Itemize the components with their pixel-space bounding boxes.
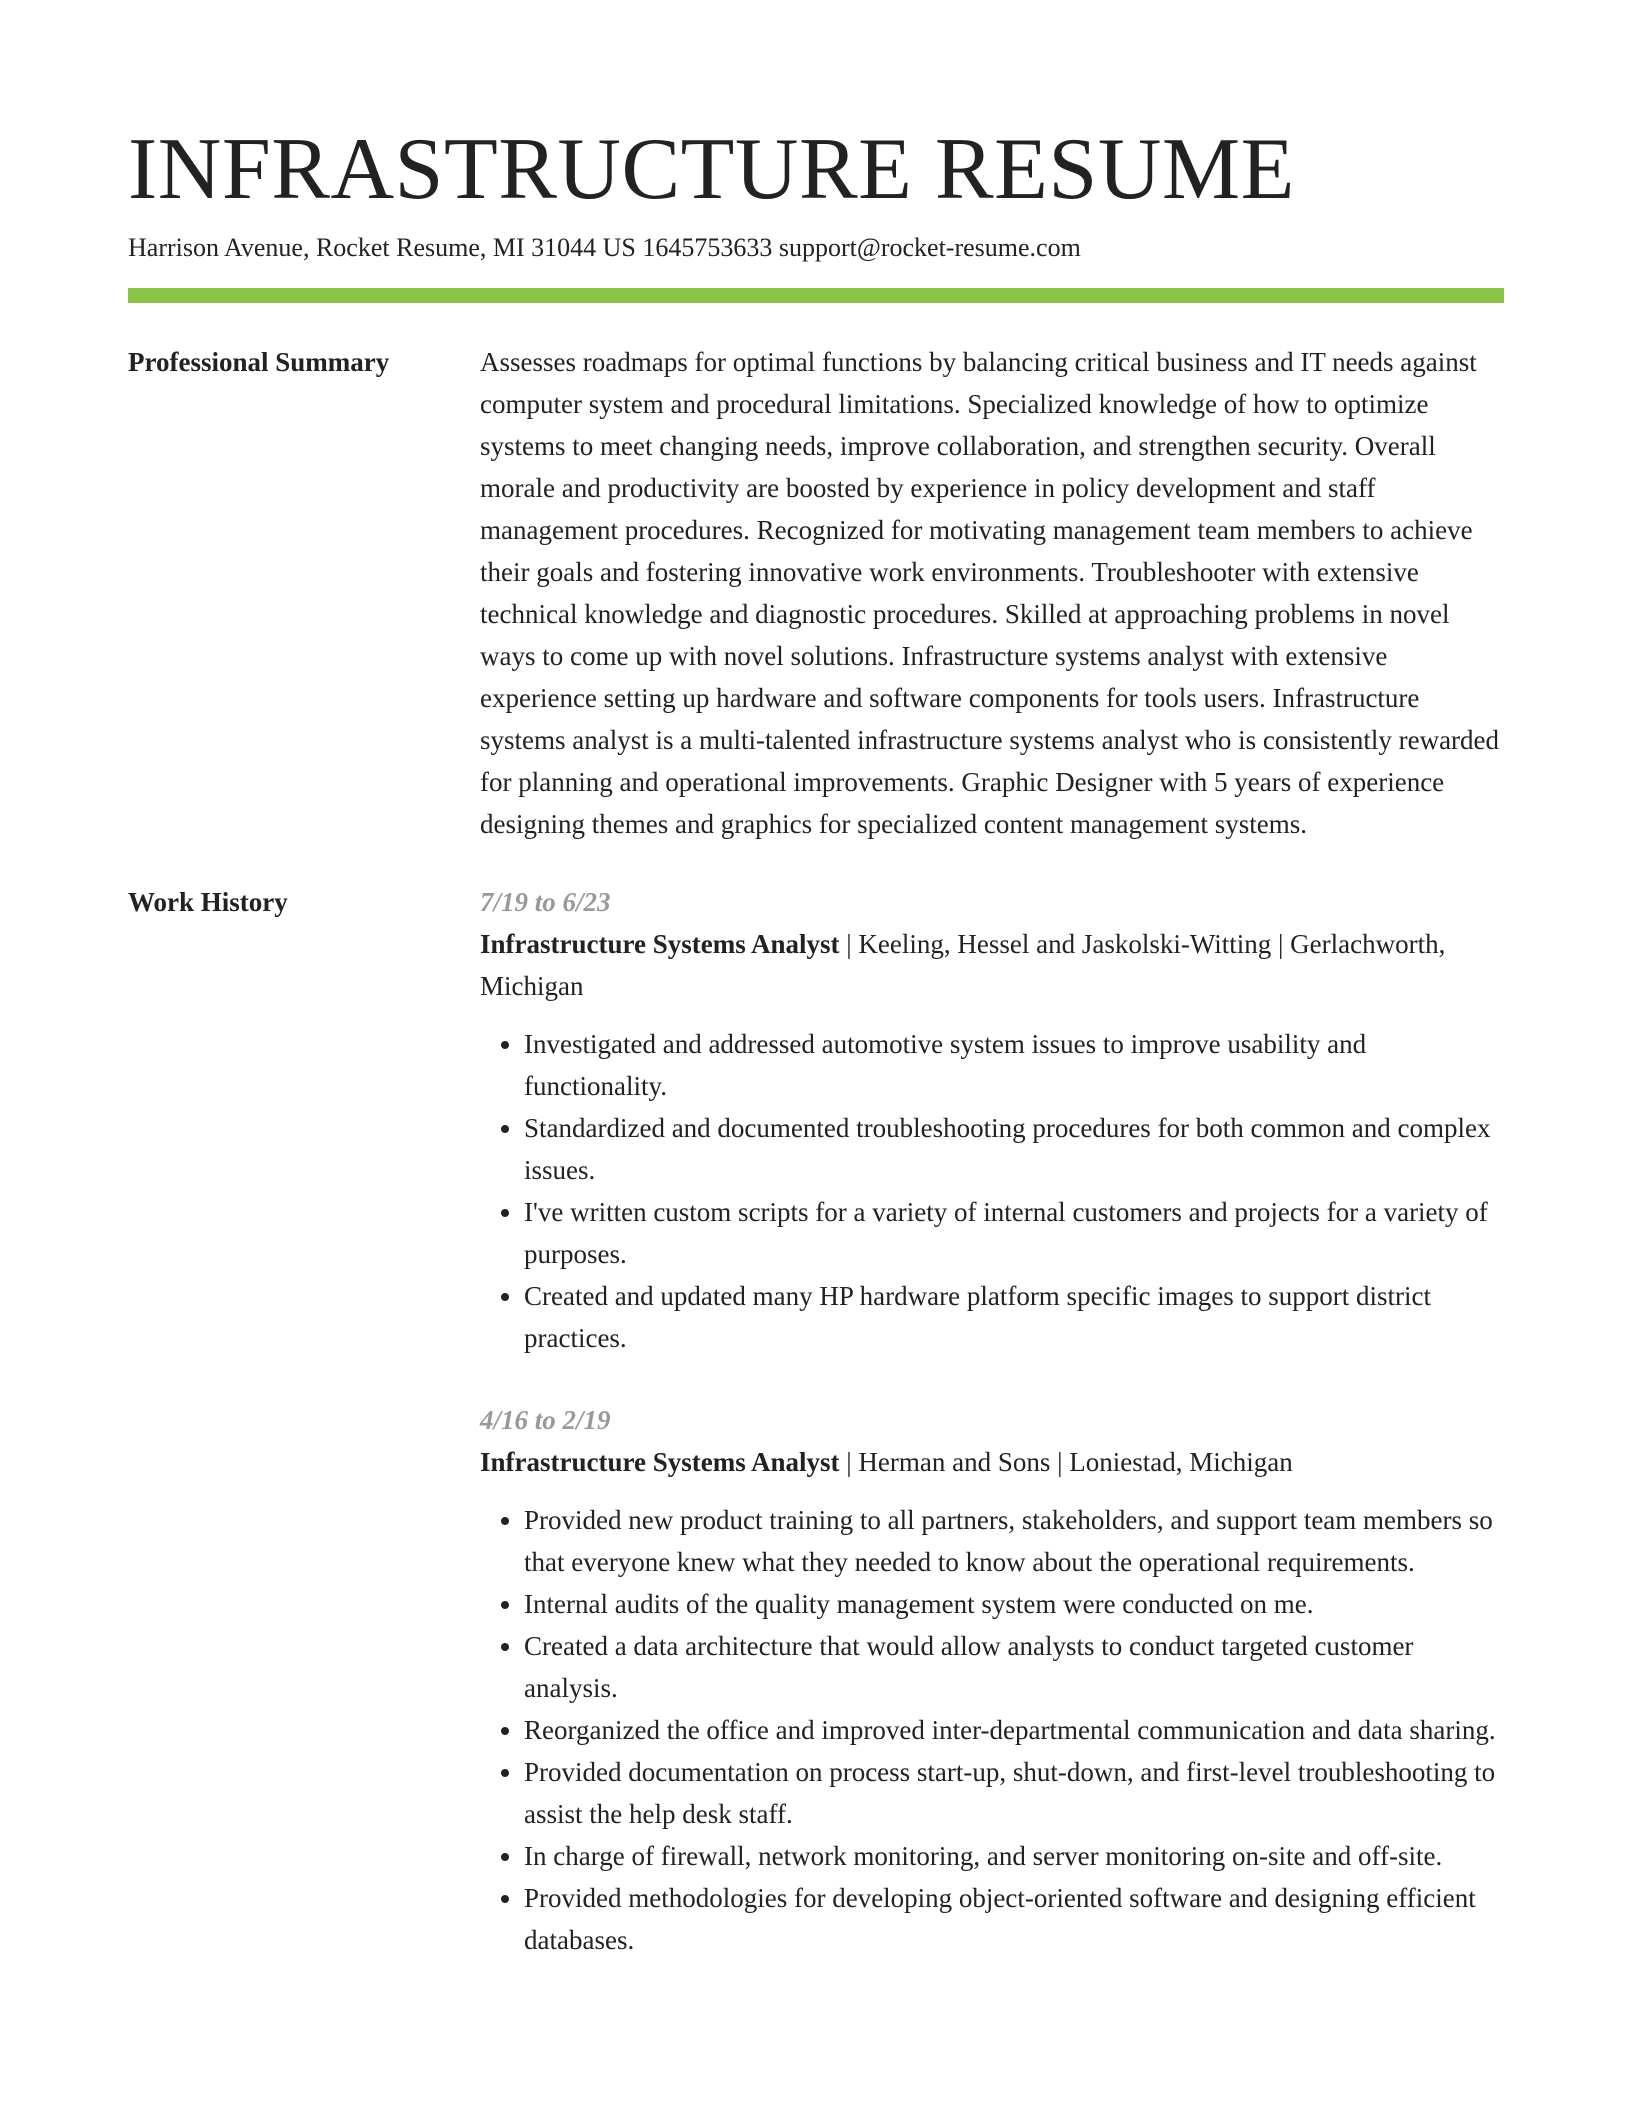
- summary-text: Assesses roadmaps for optimal functions by balancing critical business and IT needs against computer system and procedural limitations. Specialized knowledge of how to optimize systems to meet changing needs, improve collaboration, and strengthen security. Overall morale and productivity are boosted by experience in policy development and staff management procedures. Recognized for motivating management team members to achieve their goals and fostering innovative work environments. Troubleshooter with extensive technical knowledge and diagnostic procedures. Skilled at approaching problems in novel ways to come up with novel solutions. Infrastructure systems analyst with extensive experience setting up hardware and software components for tools users. Infrastructure systems analyst is a multi-talented infrastructure systems analyst who is consistently rewarded for planning and operational improvements. Graphic Designer with 5 years of experience designing themes and graphics for specialized content management systems.: [480, 347, 1500, 839]
- summary-section: [128, 341, 1504, 845]
- work-history-heading: Work History: [128, 887, 288, 917]
- work-history-section: [128, 881, 1504, 2001]
- work-history-body: [480, 881, 1504, 2001]
- job-employer-location: | Herman and Sons | Loniestad, Michigan: [839, 1447, 1293, 1477]
- job-bullet: • Provided documentation on process start-up, shut-down, and first-level troubleshooting to assist the help desk staff.: [524, 1751, 1504, 1835]
- job-bullet: • Standardized and documented troubleshooting procedures for both common and complex issues.: [524, 1107, 1504, 1191]
- summary-heading: Professional Summary: [128, 347, 390, 377]
- job-employer-location: | Keeling, Hessel and Jaskolski-Witting | Gerlachworth, Michigan: [480, 929, 1446, 1001]
- job-bullet: • In charge of firewall, network monitoring, and server monitoring on-site and off-site.: [524, 1835, 1504, 1877]
- accent-divider: [128, 288, 1504, 303]
- job-heading: [480, 1441, 1504, 1483]
- job-entry: [480, 881, 1504, 1359]
- resume-title: INFRASTRUCTURE RESUME: [128, 121, 1295, 218]
- job-bullets: [480, 1023, 1504, 1359]
- job-bullet: • Provided new product training to all partners, stakeholders, and support team members so that everyone knew what they needed to know about the operational requirements.: [524, 1499, 1504, 1583]
- job-bullet: • Created and updated many HP hardware platform specific images to support district practices.: [524, 1275, 1504, 1359]
- job-dates: 4/16 to 2/19: [480, 1405, 611, 1435]
- job-bullet: • Reorganized the office and improved inter-departmental communication and data sharing.: [524, 1709, 1504, 1751]
- job-dates: 7/19 to 6/23: [480, 887, 611, 917]
- job-title: Infrastructure Systems Analyst: [480, 1447, 840, 1477]
- contact-line: Harrison Avenue, Rocket Resume, MI 31044 US 1645753633 support@rocket-resume.com: [128, 233, 1081, 262]
- job-title: Infrastructure Systems Analyst: [480, 929, 840, 959]
- job-bullet: • I've written custom scripts for a variety of internal customers and projects for a variety of purposes.: [524, 1191, 1504, 1275]
- job-heading: [480, 923, 1504, 1007]
- job-bullet: • Internal audits of the quality management system were conducted on me.: [524, 1583, 1504, 1625]
- job-bullet: • Investigated and addressed automotive system issues to improve usability and functionality.: [524, 1023, 1504, 1107]
- summary-body: [480, 341, 1504, 845]
- job-entry: [480, 1399, 1504, 1961]
- job-bullet: • Created a data architecture that would allow analysts to conduct targeted customer analysis.: [524, 1625, 1504, 1709]
- resume-page: [128, 120, 1504, 2001]
- job-bullets: [480, 1499, 1504, 1961]
- job-bullet: • Provided methodologies for developing object-oriented software and designing efficient databases.: [524, 1877, 1504, 1961]
